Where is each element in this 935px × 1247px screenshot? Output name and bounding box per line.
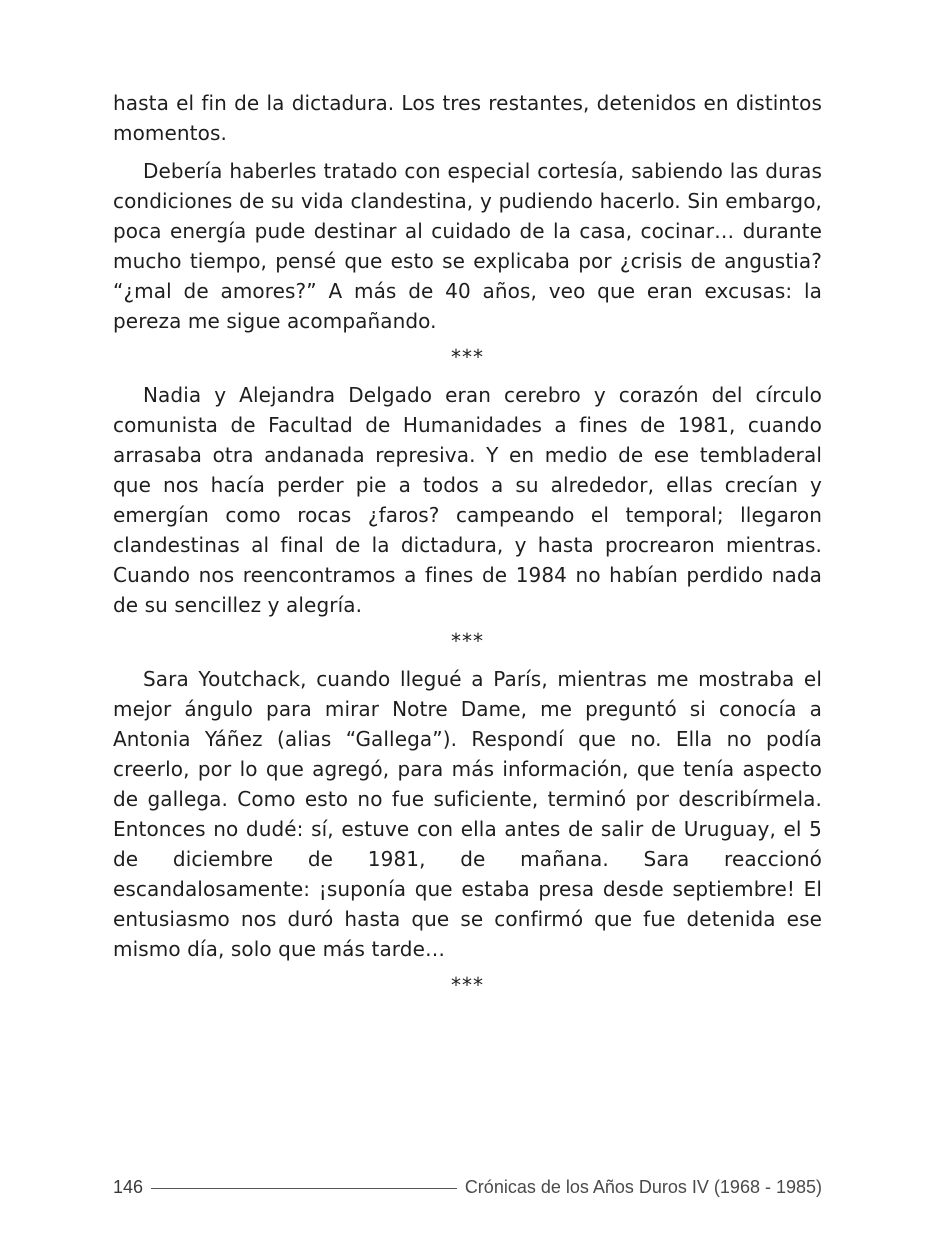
page-number: 146 [113,1176,144,1197]
section-separator: *** [451,973,484,997]
page-footer [113,1175,822,1199]
section-separator: *** [451,345,484,369]
paragraph-continuation: hasta el fin de la dictadura. Los tres restantes, detenidos en distintos momentos. [113,91,822,145]
paragraph-cortesia: Debería haberles tratado con especial cortesía, sabiendo las duras condiciones de su vida clandestina, y pudiendo hacerlo. Sin embargo, poca energía pude destinar al cuidado de la casa, cocinar… durante mucho tiempo, pensé que esto se explicaba por ¿crisis de angustia? “¿mal de amores?” A más de 40 años, veo que eran excusas: la pereza me sigue acompañando. [113,159,822,333]
paragraph-sara-youtchack: Sara Youtchack, cuando llegué a París, mientras me mostraba el mejor ángulo para mirar Notre Dame, me preguntó si conocía a Antonia Yáñez (alias “Gallega”). Respondí que no. Ella no podía creerlo, por lo que agregó, para más información, que tenía aspecto de gallega. Como esto no fue suficiente, terminó por describírmela. Entonces no dudé: sí, estuve con ella antes de salir de Uruguay, el 5 de diciembre de 1981, de mañana. Sara reaccionó escandalosamente: ¡suponía que estaba presa desde septiembre! El entusiasmo nos duró hasta que se confirmó que fue detenida ese mismo día, solo que más tarde… [113,667,822,961]
paragraph-nadia-alejandra: Nadia y Alejandra Delgado eran cerebro y corazón del círculo comunista de Facultad de Humanidades a fines de 1981, cuando arrasaba otra andanada represiva. Y en medio de ese tembladeral que nos hacía perder pie a todos a su alrededor, ellas crecían y emergían como rocas ¿faros? campeando el temporal; llegaron clandestinas al final de la dictadura, y hasta procrearon mientras. Cuando nos reencontramos a fines de 1984 no habían perdido nada de su sencillez y alegría. [113,383,822,617]
running-book-title: Crónicas de los Años Duros IV (1968 - 1985) [464,1176,822,1197]
footer-rule [151,1188,457,1189]
page-body [113,88,822,1008]
section-separator: *** [451,629,484,653]
